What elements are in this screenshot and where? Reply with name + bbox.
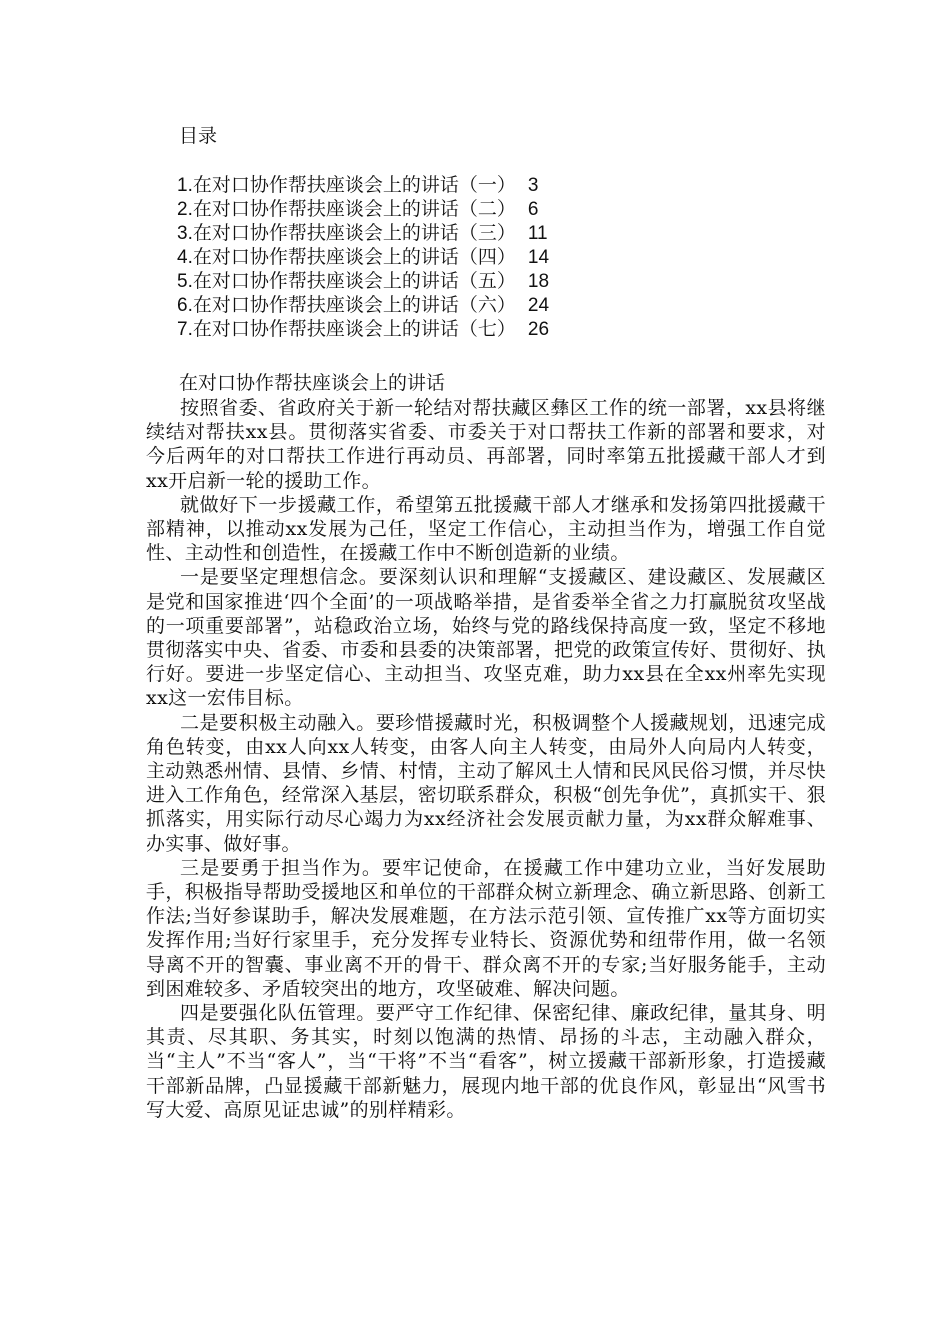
toc-item-title: 在对口协作帮扶座谈会上的讲话（四） bbox=[192, 246, 516, 268]
toc-item-number: 2. bbox=[177, 199, 193, 220]
toc-item-title: 在对口协作帮扶座谈会上的讲话（五） bbox=[192, 270, 516, 292]
toc-item-title: 在对口协作帮扶座谈会上的讲话（一） bbox=[192, 174, 516, 196]
toc-item[interactable] bbox=[177, 269, 549, 293]
toc-item-number: 1. bbox=[177, 175, 193, 196]
toc-item-page: 18 bbox=[527, 271, 550, 292]
toc-item-number: 4. bbox=[177, 247, 193, 268]
toc-item[interactable] bbox=[177, 245, 549, 269]
document-title: 在对口协作帮扶座谈会上的讲话 bbox=[179, 372, 446, 394]
toc-item-page: 14 bbox=[527, 247, 550, 268]
toc-item[interactable] bbox=[177, 173, 549, 197]
paragraph: 一是要坚定理想信念。要深刻认识和理解“支援藏区、建设藏区、发展藏区是党和国家推进‘四个全面’的一项战略举措，是省委举全省之力打赢脱贫攻坚战的一项重要部署”，站稳政治立场，始终与党的路线保持高度一致，坚定不移地贯彻落实中央、省委、市委和县委的决策部署，把党的政策宣传好、贯彻好、执行好。要进一步坚定信心、主动担当、攻坚克难，助力xx县在全xx州率先实现xx这一宏伟目标。 bbox=[146, 566, 826, 710]
toc-item-title: 在对口协作帮扶座谈会上的讲话（二） bbox=[192, 198, 516, 220]
toc-item-page: 24 bbox=[527, 295, 550, 316]
document-body bbox=[146, 371, 826, 1122]
toc-item-page: 26 bbox=[527, 319, 550, 340]
toc-item-number: 6. bbox=[177, 295, 193, 316]
toc-item-page: 11 bbox=[527, 223, 548, 244]
toc-item-title: 在对口协作帮扶座谈会上的讲话（三） bbox=[192, 222, 516, 244]
toc-item[interactable] bbox=[177, 221, 549, 245]
toc-item-title: 在对口协作帮扶座谈会上的讲话（六） bbox=[192, 294, 516, 316]
toc-heading: 目录 bbox=[179, 125, 218, 147]
toc-item[interactable] bbox=[177, 293, 549, 317]
toc-item-page: 6 bbox=[527, 199, 539, 220]
table-of-contents bbox=[177, 173, 549, 341]
toc-item[interactable] bbox=[177, 317, 549, 341]
toc-item[interactable] bbox=[177, 197, 549, 221]
paragraph: 四是要强化队伍管理。要严守工作纪律、保密纪律、廉政纪律，量其身、明其责、尽其职、务其实，时刻以饱满的热情、昂扬的斗志，主动融入群众，当“主人”不当“客人”，当“干将”不当“看客”，树立援藏干部新形象，打造援藏干部新品牌，凸显援藏干部新魅力，展现内地干部的优良作风，彰显出“风雪书写大爱、高原见证忠诚”的别样精彩。 bbox=[146, 1002, 826, 1121]
toc-item-number: 7. bbox=[177, 319, 193, 340]
paragraph: 就做好下一步援藏工作，希望第五批援藏干部人才继承和发扬第四批援藏干部精神，以推动xx发展为己任，坚定工作信心，主动担当作为，增强工作自觉性、主动性和创造性，在援藏工作中不断创造新的业绩。 bbox=[146, 493, 826, 565]
toc-item-number: 5. bbox=[177, 271, 193, 292]
toc-item-title: 在对口协作帮扶座谈会上的讲话（七） bbox=[192, 318, 516, 340]
toc-item-page: 3 bbox=[527, 175, 539, 196]
paragraph: 三是要勇于担当作为。要牢记使命，在援藏工作中建功立业，当好发展助手，积极指导帮助受援地区和单位的干部群众树立新理念、确立新思路、创新工作法;当好参谋助手，解决发展难题，在方法示范引领、宣传推广xx等方面切实发挥作用;当好行家里手，充分发挥专业特长、资源优势和纽带作用，做一名领导离不开的智囊、事业离不开的骨干、群众离不开的专家;当好服务能手，主动到困难较多、矛盾较突出的地方，攻坚破难、解决问题。 bbox=[146, 856, 826, 1000]
paragraph: 二是要积极主动融入。要珍惜援藏时光，积极调整个人援藏规划，迅速完成角色转变，由xx人向xx人转变，由客人向主人转变，由局外人向局内人转变，主动熟悉州情、县情、乡情、村情，主动了解风土人情和民风民俗习惯，并尽快进入工作角色，经常深入基层，密切联系群众，积极“创先争优”，真抓实干、狠抓落实，用实际行动尽心竭力为xx经济社会发展贡献力量，为xx群众解难事、办实事、做好事。 bbox=[146, 711, 826, 855]
toc-item-number: 3. bbox=[177, 223, 193, 244]
paragraph: 按照省委、省政府关于新一轮结对帮扶藏区彝区工作的统一部署，xx县将继续结对帮扶xx县。贯彻落实省委、市委关于对口帮扶工作新的部署和要求，对今后两年的对口帮扶工作进行再动员、再部署，同时率第五批援藏干部人才到xx开启新一轮的援助工作。 bbox=[146, 397, 826, 492]
